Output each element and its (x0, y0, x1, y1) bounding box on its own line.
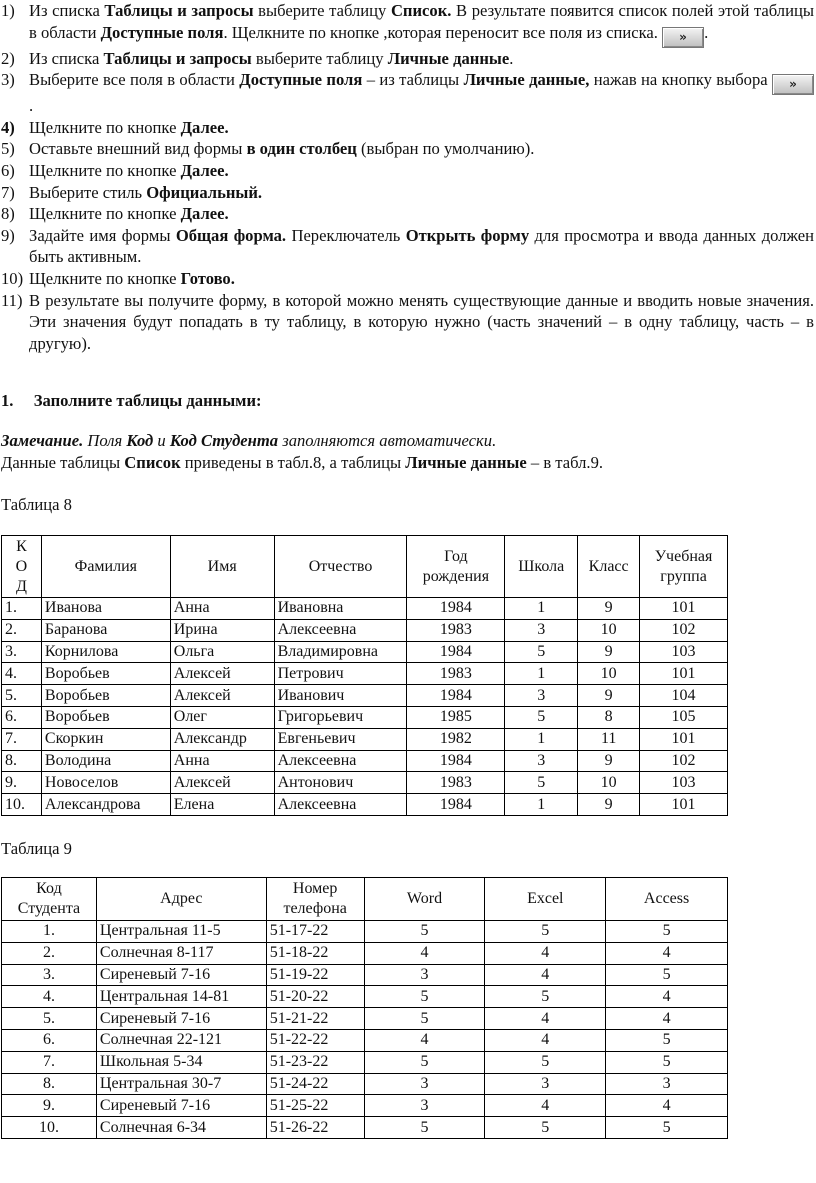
table-cell: Григорьевич (274, 706, 407, 728)
table-cell: 1984 (407, 794, 505, 816)
table8-header-cell: Школа (505, 536, 578, 598)
step-bold-term: Личные данные (387, 48, 510, 68)
table-cell: 3 (364, 1073, 485, 1095)
table-cell: 101 (640, 663, 728, 685)
table8-header-row (2, 536, 728, 598)
table-cell: 8 (578, 706, 640, 728)
table-row (2, 598, 728, 620)
table-cell: 101 (640, 728, 728, 750)
table-cell: 5 (606, 1051, 728, 1073)
table-cell: 103 (640, 772, 728, 794)
table-cell: 3 (364, 964, 485, 986)
instruction-step (0, 290, 816, 355)
table-cell: 105 (640, 706, 728, 728)
data-line-table-spisok: Список (124, 453, 181, 472)
step-bold-term: Таблицы и запросы (104, 1, 254, 20)
step-bold-term: Далее. (180, 160, 229, 180)
table-cell: 51-26-22 (266, 1117, 364, 1139)
step-bold-term: Далее. (180, 117, 229, 137)
note-label: Замечание. (1, 431, 84, 450)
step-text: Щелкните по кнопке (29, 160, 181, 180)
table-cell: 1983 (407, 772, 505, 794)
table8-header-cell: Имя (170, 536, 274, 598)
table-cell: 5 (364, 921, 485, 943)
table-cell: 4 (485, 1008, 606, 1030)
table-cell: 1984 (407, 750, 505, 772)
step-text: Щелкните по кнопке (29, 204, 181, 224)
table-cell: 1. (2, 598, 42, 620)
instruction-step (0, 117, 816, 139)
table8-caption: Таблица 8 (1, 495, 72, 514)
table8-header-cell: К О Д (2, 536, 42, 598)
table-cell: Ирина (170, 619, 274, 641)
instruction-step (0, 268, 816, 290)
table-cell: 51-24-22 (266, 1073, 364, 1095)
step-number: 4) (1, 117, 15, 137)
table-cell: 5 (364, 1051, 485, 1073)
table-cell: 3. (2, 964, 97, 986)
table-cell: 1 (505, 794, 578, 816)
table-cell: 3 (485, 1073, 606, 1095)
table-cell: 103 (640, 641, 728, 663)
table-row (2, 794, 728, 816)
table-cell: 9 (578, 685, 640, 707)
table-cell: 5 (505, 706, 578, 728)
table-cell: Сиреневый 7-16 (96, 1095, 266, 1117)
table-cell: 5 (364, 986, 485, 1008)
step-text: выберите таблицу (253, 1, 391, 20)
step-text: . (509, 48, 514, 68)
table-row (2, 986, 728, 1008)
table-cell: 10 (578, 772, 640, 794)
data-source-line (1, 452, 603, 474)
table-cell: Скоркин (41, 728, 170, 750)
table-cell: 5 (606, 1029, 728, 1051)
table-cell: 4 (606, 1008, 728, 1030)
table-cell: 1 (505, 663, 578, 685)
table9-header-cell: Код Студента (2, 878, 97, 921)
table-cell: 3 (364, 1095, 485, 1117)
table-cell: 4 (485, 964, 606, 986)
table9-header-cell: Access (606, 878, 728, 921)
table-cell: 1 (505, 728, 578, 750)
step-text: В результате появится список полей этой таблицы в области (29, 1, 814, 42)
table-row (2, 750, 728, 772)
table-row (2, 685, 728, 707)
table-cell: 51-25-22 (266, 1095, 364, 1117)
table-cell: 8. (2, 750, 42, 772)
table-row (2, 728, 728, 750)
table-cell: 3. (2, 641, 42, 663)
table-cell: 8. (2, 1073, 97, 1095)
table-cell: 51-22-22 (266, 1029, 364, 1051)
table-row (2, 619, 728, 641)
table-cell: Центральная 30-7 (96, 1073, 266, 1095)
step-bold-term: Официальный. (146, 182, 263, 202)
table9-header-cell: Номер телефона (266, 878, 364, 921)
table-cell: Александрова (41, 794, 170, 816)
table-cell: Алексей (170, 685, 274, 707)
step-bold-term: Список. (390, 1, 452, 20)
step-number: 11) (1, 290, 23, 310)
table-cell: 5 (485, 986, 606, 1008)
table-row (2, 1117, 728, 1139)
table-cell: 5 (485, 921, 606, 943)
step-text: нажав на кнопку выбора (589, 70, 772, 90)
table-row (2, 1029, 728, 1051)
table-cell: Петрович (274, 663, 407, 685)
step-number: 6) (1, 160, 15, 180)
table-cell: Антонович (274, 772, 407, 794)
table-row (2, 1095, 728, 1117)
step-number: 2) (1, 48, 15, 68)
step-text: Щелкните по кнопке (29, 268, 181, 288)
note-text-1: Поля (83, 431, 127, 450)
table-cell: 4 (606, 1095, 728, 1117)
step-text: Оставьте внешний вид формы (29, 139, 247, 159)
table-cell: 1984 (407, 598, 505, 620)
table-cell: 10 (578, 619, 640, 641)
note-field-kod-studenta: Код Студента (169, 431, 279, 450)
instruction-step (0, 160, 816, 182)
table-cell: 1984 (407, 685, 505, 707)
table-row (2, 1008, 728, 1030)
table-cell: 1983 (407, 663, 505, 685)
table-cell: Солнечная 22-121 (96, 1029, 266, 1051)
step-bold-term: Открыть форму (405, 225, 530, 245)
table-cell: Воробьев (41, 663, 170, 685)
table-cell: 5 (505, 772, 578, 794)
table-cell: 9 (578, 598, 640, 620)
table-8 (1, 535, 728, 816)
table8-header-cell: Отчество (274, 536, 407, 598)
step-number: 7) (1, 182, 15, 202)
table-cell: 9 (578, 750, 640, 772)
table-row (2, 641, 728, 663)
table-cell: 5 (364, 1008, 485, 1030)
table-cell: 102 (640, 619, 728, 641)
step-bold-term: Доступные поля (239, 70, 363, 90)
step-number: 1) (1, 1, 15, 20)
instruction-step (0, 203, 816, 225)
step-text: . Щелкните по кнопке ,которая переносит все поля из списка. (223, 22, 663, 42)
table-cell: Сиреневый 7-16 (96, 1008, 266, 1030)
table-cell: Иванова (41, 598, 170, 620)
step-number: 5) (1, 139, 15, 159)
move-all-fields-button-image: » (662, 27, 704, 48)
table-cell: 2. (2, 942, 97, 964)
table-cell: Анна (170, 598, 274, 620)
step-text: Переключатель (286, 225, 406, 245)
table-cell: 4 (364, 942, 485, 964)
table-cell: 3 (505, 685, 578, 707)
table-cell: 4 (485, 1095, 606, 1117)
table-cell: Алексей (170, 772, 274, 794)
table-cell: 9. (2, 772, 42, 794)
table-cell: Солнечная 8-117 (96, 942, 266, 964)
table-cell: Ивановна (274, 598, 407, 620)
table-cell: Алексеевна (274, 750, 407, 772)
table-cell: Алексей (170, 663, 274, 685)
step-text: Выберите все поля в области (29, 70, 240, 90)
step-bold-term: Готово. (180, 268, 235, 288)
table-cell: 6. (2, 1029, 97, 1051)
table-cell: 102 (640, 750, 728, 772)
table-cell: 6. (2, 706, 42, 728)
table-cell: Школьная 5-34 (96, 1051, 266, 1073)
table-cell: 1984 (407, 641, 505, 663)
table-row (2, 1051, 728, 1073)
table-cell: 9. (2, 1095, 97, 1117)
table-cell: 3 (606, 1073, 728, 1095)
table-cell: 5 (606, 964, 728, 986)
step-text: Задайте имя формы (29, 225, 176, 245)
table-cell: 9 (578, 794, 640, 816)
table-cell: Воробьев (41, 706, 170, 728)
table-cell: 4 (606, 942, 728, 964)
table-cell: 10. (2, 1117, 97, 1139)
table-cell: Олег (170, 706, 274, 728)
table-row (2, 1073, 728, 1095)
table-cell: Солнечная 6-34 (96, 1117, 266, 1139)
table-cell: Владимировна (274, 641, 407, 663)
table-cell: Иванович (274, 685, 407, 707)
step-bold-term: Доступные поля (100, 22, 224, 42)
table-cell: 51-19-22 (266, 964, 364, 986)
table-cell: 1 (505, 598, 578, 620)
table-cell: Анна (170, 750, 274, 772)
section-heading (1, 390, 262, 412)
table8-header-cell: Класс (578, 536, 640, 598)
table-cell: 51-21-22 (266, 1008, 364, 1030)
table-row (2, 772, 728, 794)
note-text-2: и (153, 431, 170, 450)
note-text-3: заполняются автоматически. (278, 431, 497, 450)
table-cell: Елена (170, 794, 274, 816)
instruction-step (0, 138, 816, 160)
table-cell: Воробьев (41, 685, 170, 707)
step-number: 3) (1, 70, 15, 90)
table-cell: 101 (640, 794, 728, 816)
instruction-steps (0, 0, 816, 354)
table8-header-cell: Учебная группа (640, 536, 728, 598)
step-bold-term: Далее. (180, 204, 229, 224)
table-cell: 4 (364, 1029, 485, 1051)
note-field-kod: Код (126, 431, 154, 450)
table-cell: 1985 (407, 706, 505, 728)
data-line-text-1: Данные таблицы (1, 453, 125, 472)
table-row (2, 942, 728, 964)
table-cell: 5 (505, 641, 578, 663)
table-cell: 1. (2, 921, 97, 943)
instruction-step (0, 182, 816, 204)
section-heading-text: Заполните таблицы данными: (33, 391, 262, 410)
table-cell: 101 (640, 598, 728, 620)
table-cell: Центральная 11-5 (96, 921, 266, 943)
instruction-step (0, 48, 816, 70)
table9-header-cell: Word (364, 878, 485, 921)
table-cell: 5. (2, 685, 42, 707)
step-text: Выберите стиль (29, 182, 147, 202)
table-cell: 51-23-22 (266, 1051, 364, 1073)
table-cell: 51-20-22 (266, 986, 364, 1008)
table-cell: 1983 (407, 619, 505, 641)
table-cell: 4 (606, 986, 728, 1008)
step-text: выберите таблицу (251, 48, 388, 68)
table-cell: 4. (2, 663, 42, 685)
step-text: . (29, 96, 34, 116)
table9-header-row (2, 878, 728, 921)
table-cell: 4 (485, 942, 606, 964)
table-cell: 2. (2, 619, 42, 641)
table-cell: 3 (505, 750, 578, 772)
step-text: для просмотра и ввода данных должен быть активным. (29, 225, 814, 267)
table-row (2, 663, 728, 685)
section-heading-number: 1. (1, 391, 14, 410)
step-number: 8) (1, 204, 15, 224)
table-cell: 5. (2, 1008, 97, 1030)
table-cell: Баранова (41, 619, 170, 641)
table-cell: Евгеньевич (274, 728, 407, 750)
table-cell: 5 (485, 1117, 606, 1139)
step-text: . (704, 22, 709, 42)
table-cell: Алексеевна (274, 619, 407, 641)
step-text: – из таблицы (362, 70, 464, 90)
table9-caption: Таблица 9 (1, 839, 72, 858)
table8-header-cell: Год рождения (407, 536, 505, 598)
table-9 (1, 877, 728, 1139)
data-line-table-lichnye: Личные данные (405, 453, 527, 472)
instruction-step (0, 0, 816, 48)
table-cell: Новоселов (41, 772, 170, 794)
table9-header-cell: Адрес (96, 878, 266, 921)
step-text: (выбран по умолчанию). (356, 139, 535, 159)
table-cell: 4 (485, 1029, 606, 1051)
instruction-step (0, 69, 816, 117)
table-cell: 7. (2, 1051, 97, 1073)
table-cell: 10 (578, 663, 640, 685)
table-cell: 7. (2, 728, 42, 750)
table-row (2, 706, 728, 728)
step-text: Из списка (29, 1, 105, 20)
step-text: В результате вы получите форму, в которой можно менять существующие данные и вводить новые значения. Эти значения будут попадать в ту таблицу, в которую нужно (часть значений – в одну таблицу, часть – в другую). (29, 290, 814, 353)
instruction-step (0, 225, 816, 268)
step-text: Щелкните по кнопке (29, 117, 181, 137)
table-cell: 4. (2, 986, 97, 1008)
table-cell: Ольга (170, 641, 274, 663)
data-line-text-3: – в табл.9. (526, 453, 604, 472)
move-all-fields-button-image: » (772, 74, 814, 95)
table-cell: 3 (505, 619, 578, 641)
table-cell: 51-17-22 (266, 921, 364, 943)
table-cell: Александр (170, 728, 274, 750)
data-line-text-2: приведены в табл.8, а таблицы (180, 453, 406, 472)
table-cell: 5 (364, 1117, 485, 1139)
table-cell: Сиреневый 7-16 (96, 964, 266, 986)
step-bold-term: Таблицы и запросы (103, 48, 252, 68)
table-cell: Центральная 14-81 (96, 986, 266, 1008)
table-cell: 10. (2, 794, 42, 816)
table-cell: 5 (606, 1117, 728, 1139)
table-cell: 11 (578, 728, 640, 750)
step-number: 9) (1, 225, 15, 245)
table-cell: 5 (485, 1051, 606, 1073)
step-number: 10) (1, 268, 24, 288)
table-cell: Корнилова (41, 641, 170, 663)
table-cell: Володина (41, 750, 170, 772)
table-row (2, 964, 728, 986)
table-cell: Алексеевна (274, 794, 407, 816)
table9-header-cell: Excel (485, 878, 606, 921)
note-line (1, 430, 496, 452)
table-cell: 51-18-22 (266, 942, 364, 964)
step-bold-term: Общая форма. (175, 225, 287, 245)
table-cell: 5 (606, 921, 728, 943)
step-bold-term: в один столбец (246, 139, 357, 159)
table-cell: 1982 (407, 728, 505, 750)
step-text: Из списка (29, 48, 104, 68)
step-bold-term: Личные данные, (463, 70, 590, 90)
table-cell: 104 (640, 685, 728, 707)
table-cell: 9 (578, 641, 640, 663)
table-row (2, 921, 728, 943)
table8-header-cell: Фамилия (41, 536, 170, 598)
